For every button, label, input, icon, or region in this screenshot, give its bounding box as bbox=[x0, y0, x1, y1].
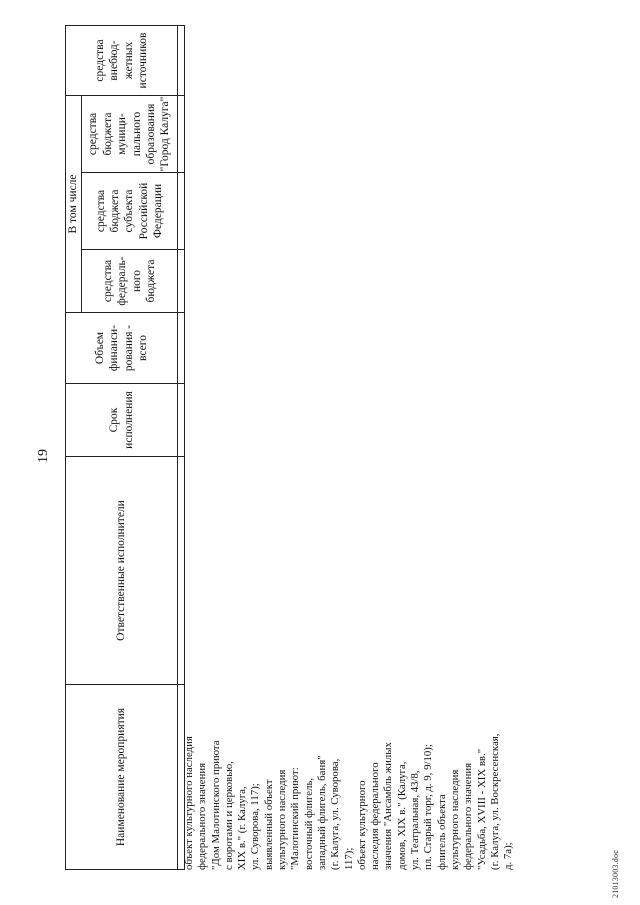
body-line: культурного наследия bbox=[448, 769, 461, 870]
body-line: наследия федерального bbox=[369, 762, 382, 870]
body-line: пл. Старый торг, д. 9, 9/10); bbox=[422, 744, 435, 870]
header-regional: средства бюджета субъекта Российской Федерации bbox=[82, 173, 178, 250]
page-number: 19 bbox=[36, 449, 51, 463]
body-line: выявленный объект bbox=[262, 779, 275, 870]
body-line: объект культурного bbox=[355, 780, 368, 870]
body-line: "Усадьба, XVIII - XIX вв." bbox=[475, 748, 488, 870]
header-municipal: средства бюджета муници-пального образования "Город Калуга" bbox=[82, 96, 178, 173]
program-table bbox=[65, 25, 185, 870]
body-line: 117); bbox=[342, 847, 355, 870]
body-line: (г. Калуга, ул. Суворова, bbox=[329, 758, 342, 870]
header-executors: Ответственные исполнители bbox=[66, 457, 178, 685]
body-line: культурного наследия bbox=[276, 769, 289, 870]
header-including: В том числе bbox=[66, 96, 82, 313]
body-line: с воротами и церковью, bbox=[222, 761, 235, 870]
body-line: "Малотинский приют: bbox=[289, 767, 302, 870]
header-extrabudget: средства внебюд-жетных источников bbox=[66, 26, 178, 96]
body-line: "Дом Малотинского приюта bbox=[209, 740, 222, 870]
header-name: Наименование мероприятия bbox=[66, 685, 178, 870]
header-volume: Объем финанси-рования - всего bbox=[66, 313, 178, 384]
body-line: ул. Суворова, 117); bbox=[249, 783, 262, 870]
measure-description bbox=[183, 650, 515, 870]
body-line: западный флигель, баня" bbox=[315, 755, 328, 870]
body-line: значения "Ансамбль жилых bbox=[382, 742, 395, 870]
header-term: Срок исполнения bbox=[66, 384, 178, 457]
body-line: восточный флигель, bbox=[302, 777, 315, 870]
footer-file-code: 21013003.doc bbox=[611, 850, 620, 898]
body-line: XIX в." (г. Калуга, bbox=[236, 786, 249, 870]
body-line: федерального значения bbox=[196, 762, 209, 870]
body-line: объект культурного наследия bbox=[183, 736, 195, 870]
body-line: д. 7а); bbox=[502, 842, 515, 870]
body-line: (г. Калуга, ул. Воскресенская, bbox=[488, 733, 501, 870]
body-line: домов, XIX в." (Калуга, bbox=[395, 761, 408, 870]
body-line: федерального значения bbox=[462, 762, 475, 870]
header-federal: средства федераль-ного бюджета bbox=[82, 250, 178, 313]
body-line: ул. Театральная, 43/8, bbox=[409, 770, 422, 870]
body-line: флигель объекта bbox=[435, 794, 448, 870]
